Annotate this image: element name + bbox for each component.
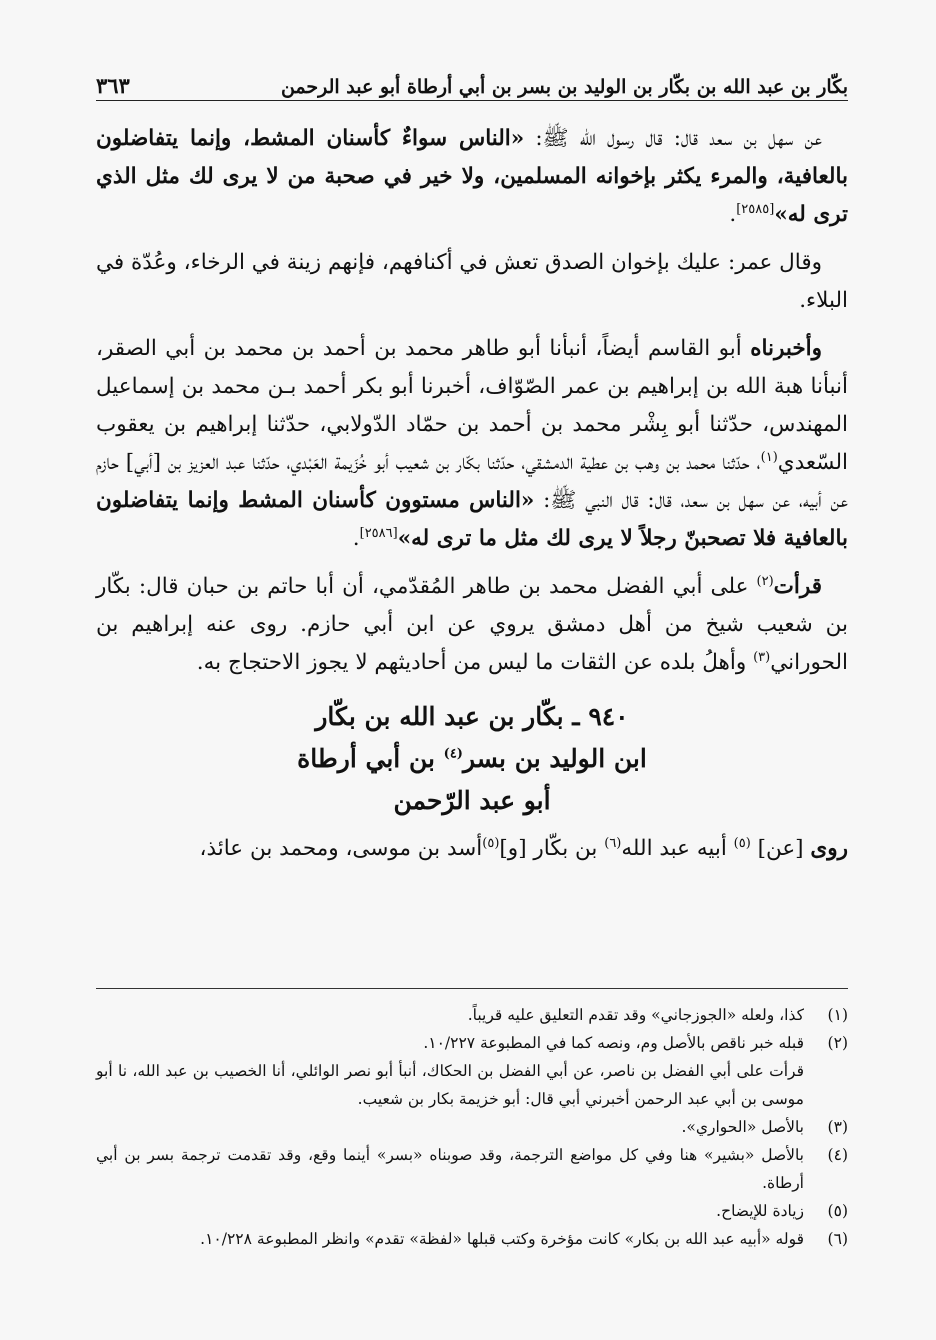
footnote-6 [96, 1225, 848, 1253]
narrators-text-c: بن بكّار [و] [499, 836, 605, 861]
paragraph-narrators [96, 830, 848, 868]
footnote-5 [96, 1197, 848, 1225]
footnote-text: قبله خبر ناقص بالأصل وم، ونصه كما في المطبوعة ١٠/٢٢٧. [423, 1034, 804, 1052]
hadith-intro: عن سهل بن سعد قال: قال رسول الله ﷺ: [524, 126, 822, 151]
footnote-number: (٣) [827, 1118, 848, 1136]
hadith-quote-2: «الناس مستوون كأسنان المشط وإنما يتفاضلون بالعافية فلا تصحبنّ رجلاً لا يرى لك مثل ما ترى له» [96, 488, 848, 551]
footnote-marker-5[interactable]: (٥) [482, 835, 500, 851]
footnote-marker-5[interactable]: (٥) [733, 835, 751, 851]
footnote-marker-4[interactable]: (٤) [443, 746, 463, 762]
paragraph-lead-word: روى [810, 836, 848, 861]
entry-heading [96, 696, 848, 822]
paragraph-lead-word: وأخبرناه [750, 336, 822, 361]
paragraph-hadith-1 [96, 120, 848, 234]
entry-heading-line-3: أبو عبد الرّحمن [393, 786, 551, 815]
footnote-2 [96, 1029, 848, 1057]
footnote-4 [96, 1141, 848, 1197]
main-text [96, 120, 848, 878]
footnote-text: قوله «أبيه عبد الله بن بكار» كانت مؤخرة وكتب قبلها «لفظة» تقدم» وانظر المطبوعة ١٠/٢٢٨. [200, 1230, 804, 1248]
footnote-number: (٤) [827, 1146, 848, 1164]
hadith-reference-2: [٢٥٨٦] [359, 525, 398, 541]
paragraph-lead-word: قرأت [773, 574, 822, 599]
footnote-number: (٢) [827, 1034, 848, 1052]
footnote-marker-6[interactable]: (٦) [604, 835, 622, 851]
footnotes [96, 988, 848, 1253]
paragraph-text-a: على أبي الفضل محمد بن طاهر المُقدّمي، أن أبا حاتم بن حبان قال: بكّار بن شعيب شيخ من أهل دمشق يروي عن ابن أبي حازم. روى عنه إبراهيم بن الحوراني [96, 574, 848, 675]
sentence-end: . [352, 526, 360, 551]
entry-heading-text: بن أبي أرطاة [297, 744, 444, 773]
narrators-text-d: أسد بن موسى، ومحمد بن عائذ، [199, 836, 483, 861]
footnote-text: بالأصل «الحواري». [681, 1118, 804, 1136]
footnote-1 [96, 1001, 848, 1029]
entry-heading-line-1: ٩٤٠ ـ بكّار بن عبد الله بن بكّار [315, 702, 629, 731]
hadith-quote: «الناس سواءٌ كأسنان المشط، وإنما يتفاضلون بالعافية، والمرء يكثر بإخوانه المسلمين، ولا خير في صحبة من لا يرى لك مثل الذي ترى له» [96, 126, 848, 227]
footnote-text: زيادة للإيضاح. [716, 1202, 804, 1220]
hadith-reference: [٢٥٨٥] [736, 201, 775, 217]
sentence-end: . [729, 202, 737, 227]
paragraph-umar-saying: وقال عمر: عليك بإخوان الصدق تعش في أكنافهم، فإنهم زينة في الرخاء، وعُدّة في البلاء. [96, 250, 848, 313]
footnote-number: (٦) [827, 1230, 848, 1248]
running-title: بكّار بن عبد الله بن بكّار بن الوليد بن بسر بن أبي أرطاة أبو عبد الرحمن [280, 76, 848, 98]
entry-heading-text: ابن الوليد بن بسر [462, 744, 647, 773]
footnote-marker-1[interactable]: (١) [760, 449, 778, 465]
paragraph-isnad [96, 330, 848, 558]
footnote-number: (١) [827, 1006, 848, 1024]
isnad-text-a: أبو القاسم أيضاً، أنبأنا أبو طاهر محمد بن أحمد بن محمد بن أبي الصقر، أنبأنا هبة الله بن إبراهيم بن عمر الصّوّاف، أخبرنا أبو بكر أحمد بـن محمد بن إسماعيل المهندس، حدّثنا أبو بِشْر محمد بن أحمد بن حمّاد الدّولابي، حدّثنا إبراهيم بن يعقوب السّعدي [96, 336, 848, 475]
footnote-text: بالأصل «بشير» هنا وفي كل مواضع الترجمة، وقد صوبناه «بسر» أينما وقع، وقد تقدمت ترجمة بسر بن أبي أرطاة. [96, 1146, 804, 1192]
footnote-text: كذا، ولعله «الجوزجاني» وقد تقدم التعليق عليه قريباً. [467, 1006, 804, 1024]
footnote-number: (٥) [827, 1202, 848, 1220]
footnote-3 [96, 1113, 848, 1141]
footnote-marker-3[interactable]: (٣) [753, 649, 771, 665]
paragraph-text-b: وأهلُ بلده عن الثقات ما ليس من أحاديثهم لا يجوز الاحتجاج به. [196, 650, 754, 675]
footnote-marker-2[interactable]: (٢) [756, 573, 774, 589]
paragraph-ibn-hibban [96, 568, 848, 682]
page-header [96, 58, 848, 101]
narrators-text-a: [عن] [750, 836, 811, 861]
footnote-2-continuation: قرأت على أبي الفضل بن ناصر، عن أبي الفضل بن الحكاك، أنبأ أبو نصر الوائلي، أنا الخصيب بن عبد الله، نا أبو موسى بن أبي عبد الرحمن أخبرني أبي قال: أبو خزيمة بكار بن شعيب. [96, 1062, 804, 1108]
entry-heading-line-2 [96, 738, 848, 780]
page-number: ٣٦٣ [96, 73, 130, 98]
narrators-text-b: أبيه عبد الله [621, 836, 734, 861]
isnad-text-b: ، حدّثنا محمد بن وهب بن عطية الدمشقي، حدّثنا بكّار بن شعيب أبو خُزَيمة العَبْدي، حدّثنا عبد العزيز بن [أبي] حازم عن أبيه، عن سهل بن سعد، قال: قال النبي ﷺ: [96, 450, 848, 513]
